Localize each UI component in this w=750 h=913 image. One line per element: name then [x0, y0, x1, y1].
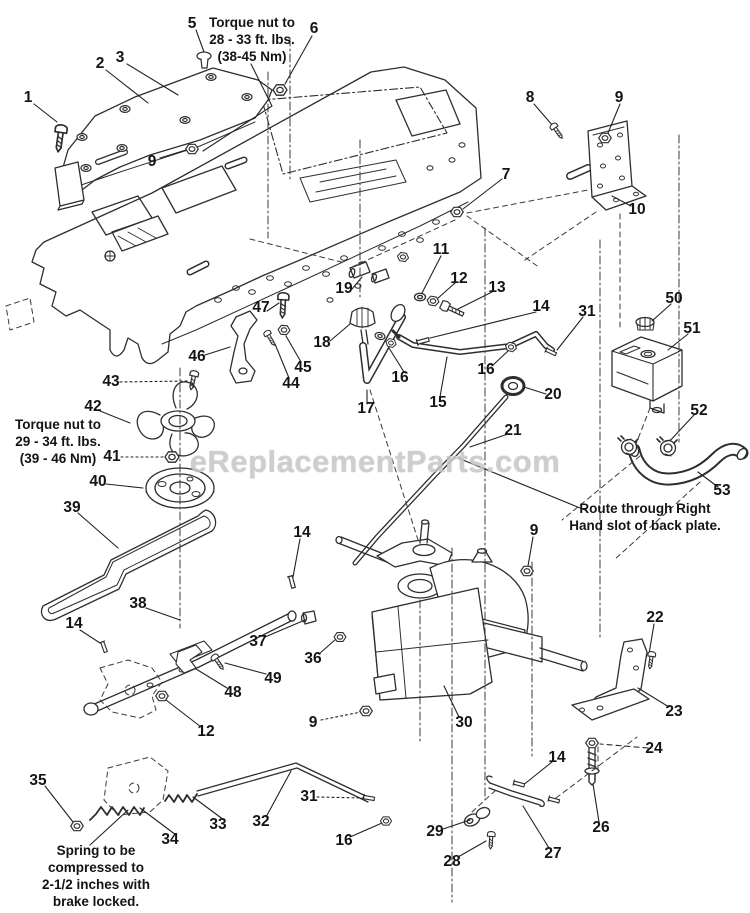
part-callout-7: 7: [501, 166, 511, 183]
part-callout-11: 11: [432, 241, 450, 258]
part-callout-40: 40: [89, 473, 107, 490]
part-callout-20: 20: [544, 386, 562, 403]
annotation-line: Spring to be: [56, 843, 136, 858]
part-callout-48: 48: [224, 684, 242, 701]
part-callout-30: 30: [455, 714, 473, 731]
part-callout-3: 3: [115, 49, 125, 66]
part-callout-16: 16: [335, 832, 353, 849]
part-callout-43: 43: [102, 373, 120, 390]
part-callout-8: 8: [525, 89, 535, 106]
part-callout-12: 12: [197, 723, 215, 740]
part-callout-9: 9: [308, 714, 318, 731]
annotation-line: Torque nut to: [209, 15, 295, 30]
part-callout-14: 14: [548, 749, 566, 766]
annotation-line: (38-45 Nm): [217, 49, 287, 64]
part-callout-44: 44: [282, 375, 300, 392]
part-callout-50: 50: [665, 290, 683, 307]
part-callout-41: 41: [103, 448, 121, 465]
part-callout-53: 53: [713, 482, 731, 499]
part-callout-18: 18: [313, 334, 331, 351]
annotation-torque_left: [15, 416, 101, 467]
annotation-route: [569, 500, 721, 534]
part-callout-21: 21: [504, 422, 522, 439]
part-callout-2: 2: [95, 55, 105, 72]
part-callout-5: 5: [187, 15, 197, 32]
part-callout-12: 12: [450, 270, 468, 287]
part-callout-36: 36: [304, 650, 322, 667]
part-callout-6: 6: [309, 20, 319, 37]
annotation-line: Torque nut to: [15, 417, 101, 432]
part-callout-1: 1: [23, 89, 33, 106]
part-callout-34: 34: [161, 831, 179, 848]
part-callout-26: 26: [592, 819, 610, 836]
part-callout-9: 9: [614, 89, 624, 106]
part-callout-52: 52: [690, 402, 708, 419]
annotation-line: Hand slot of back plate.: [569, 518, 721, 533]
part-callout-31: 31: [300, 788, 318, 805]
annotation-line: 29 - 34 ft. lbs.: [15, 434, 101, 449]
part-callout-35: 35: [29, 772, 47, 789]
part-callout-32: 32: [252, 813, 270, 830]
part-callout-37: 37: [249, 633, 267, 650]
part-callout-51: 51: [683, 320, 701, 337]
part-callout-45: 45: [294, 359, 312, 376]
part-callout-38: 38: [129, 595, 147, 612]
annotation-torque_top: [209, 14, 295, 65]
part-callout-17: 17: [357, 400, 375, 417]
part-callout-15: 15: [429, 394, 447, 411]
part-callout-46: 46: [188, 348, 206, 365]
part-callout-27: 27: [544, 845, 562, 862]
part-callout-14: 14: [293, 524, 311, 541]
part-callout-19: 19: [335, 280, 353, 297]
part-callout-9: 9: [529, 522, 539, 539]
part-callout-10: 10: [628, 201, 646, 218]
annotation-spring: [42, 842, 150, 910]
part-callout-14: 14: [532, 298, 550, 315]
part-callout-23: 23: [665, 703, 683, 720]
part-callout-24: 24: [645, 740, 663, 757]
part-callout-49: 49: [264, 670, 282, 687]
annotation-line: 28 - 33 ft. lbs.: [209, 32, 295, 47]
part-callout-16: 16: [391, 369, 409, 386]
annotation-line: brake locked.: [52, 894, 140, 909]
part-callout-13: 13: [488, 279, 506, 296]
part-callout-14: 14: [65, 615, 83, 632]
part-callout-31: 31: [578, 303, 596, 320]
part-callout-28: 28: [443, 853, 461, 870]
part-callout-47: 47: [252, 299, 270, 316]
part-callout-33: 33: [209, 816, 227, 833]
annotation-line: 2-1/2 inches with: [41, 877, 151, 892]
part-callout-29: 29: [426, 823, 444, 840]
part-callout-22: 22: [646, 609, 664, 626]
annotation-line: compressed to: [47, 860, 145, 875]
part-callout-9: 9: [147, 153, 157, 170]
part-callout-16: 16: [477, 361, 495, 378]
part-callout-42: 42: [84, 398, 102, 415]
annotation-line: Route through Right: [579, 501, 711, 516]
part-callout-39: 39: [63, 499, 81, 516]
watermark: eReplacementParts.com: [189, 444, 561, 479]
annotation-line: (39 - 46 Nm): [19, 451, 97, 466]
